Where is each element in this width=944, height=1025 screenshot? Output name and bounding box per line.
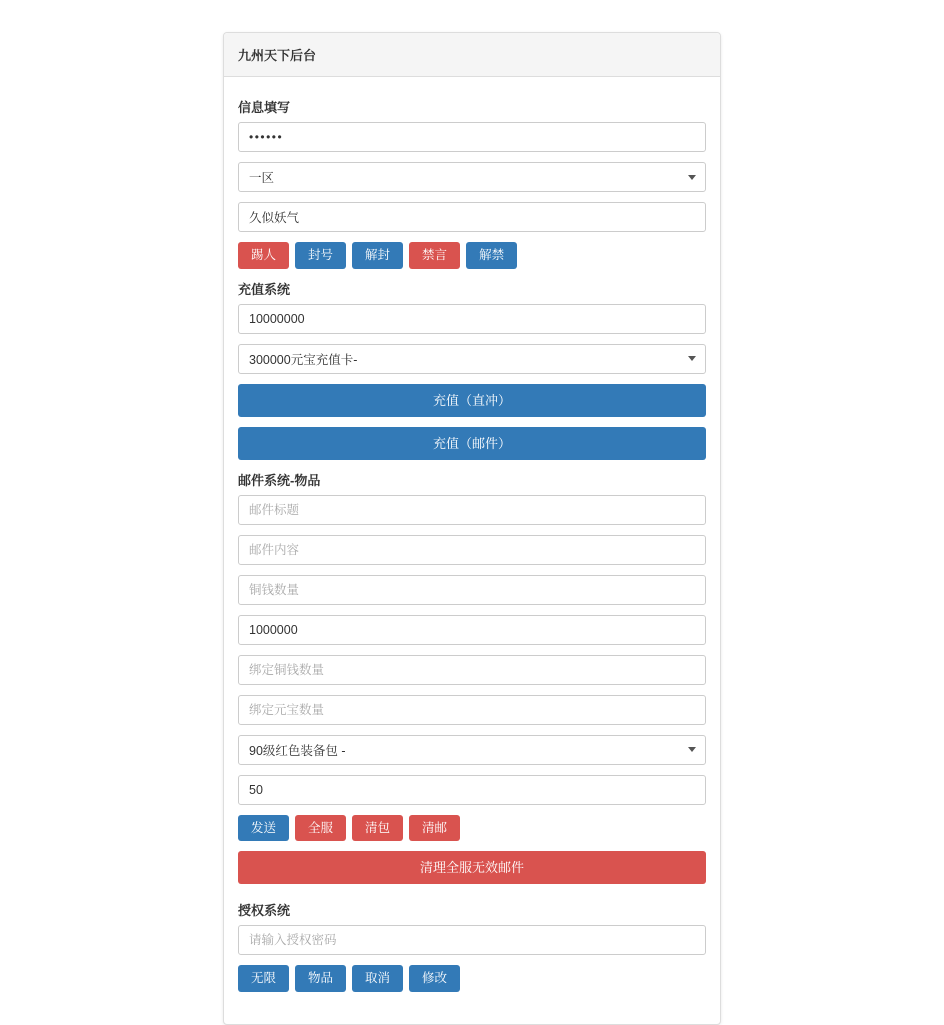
mail-content-input[interactable] <box>238 535 706 565</box>
mail-button-row <box>238 815 706 842</box>
kick-button[interactable]: 踢人 <box>238 242 289 269</box>
recharge-direct-button[interactable]: 充值（直冲） <box>238 384 706 417</box>
admin-panel <box>223 32 721 1025</box>
mail-yuanbao-input[interactable] <box>238 615 706 645</box>
clear-invalid-mail-button[interactable]: 清理全服无效邮件 <box>238 851 706 884</box>
mail-clear-mail-button[interactable]: 清邮 <box>409 815 460 842</box>
mail-item-count-input[interactable] <box>238 775 706 805</box>
info-button-row <box>238 242 706 269</box>
panel-title: 九州天下后台 <box>224 33 720 77</box>
section-title-auth: 授权系统 <box>238 903 291 918</box>
auth-password-input[interactable] <box>238 925 706 955</box>
recharge-card-select[interactable] <box>238 344 706 374</box>
mail-item-select-wrapper[interactable] <box>238 735 706 765</box>
mute-button[interactable]: 禁言 <box>409 242 460 269</box>
auth-item-button[interactable]: 物品 <box>295 965 346 992</box>
account-password-input[interactable] <box>238 122 706 152</box>
unmute-button[interactable]: 解禁 <box>466 242 517 269</box>
mail-item-select[interactable] <box>238 735 706 765</box>
mail-bind-yuanbao-input[interactable] <box>238 695 706 725</box>
section-title-recharge: 充值系统 <box>238 281 291 297</box>
mail-all-servers-button[interactable]: 全服 <box>295 815 346 842</box>
role-name-input[interactable] <box>238 202 706 232</box>
mail-title-input[interactable] <box>238 495 706 525</box>
unban-account-button[interactable]: 解封 <box>352 242 403 269</box>
auth-unlimited-button[interactable]: 无限 <box>238 965 289 992</box>
section-title-mail: 邮件系统-物品 <box>238 472 321 488</box>
recharge-card-select-wrapper[interactable] <box>238 344 706 374</box>
mail-clear-bag-button[interactable]: 清包 <box>352 815 403 842</box>
mail-copper-input[interactable] <box>238 575 706 605</box>
auth-button-row <box>238 965 706 992</box>
auth-modify-button[interactable]: 修改 <box>409 965 460 992</box>
server-select-wrapper[interactable] <box>238 162 706 192</box>
recharge-amount-input[interactable] <box>238 304 706 334</box>
mail-send-button[interactable]: 发送 <box>238 815 289 842</box>
mail-bind-copper-input[interactable] <box>238 655 706 685</box>
auth-cancel-button[interactable]: 取消 <box>352 965 403 992</box>
ban-account-button[interactable]: 封号 <box>295 242 346 269</box>
section-title-info: 信息填写 <box>238 100 291 115</box>
server-select[interactable] <box>238 162 706 192</box>
recharge-mail-button[interactable]: 充值（邮件） <box>238 427 706 460</box>
panel-body <box>224 77 720 1024</box>
